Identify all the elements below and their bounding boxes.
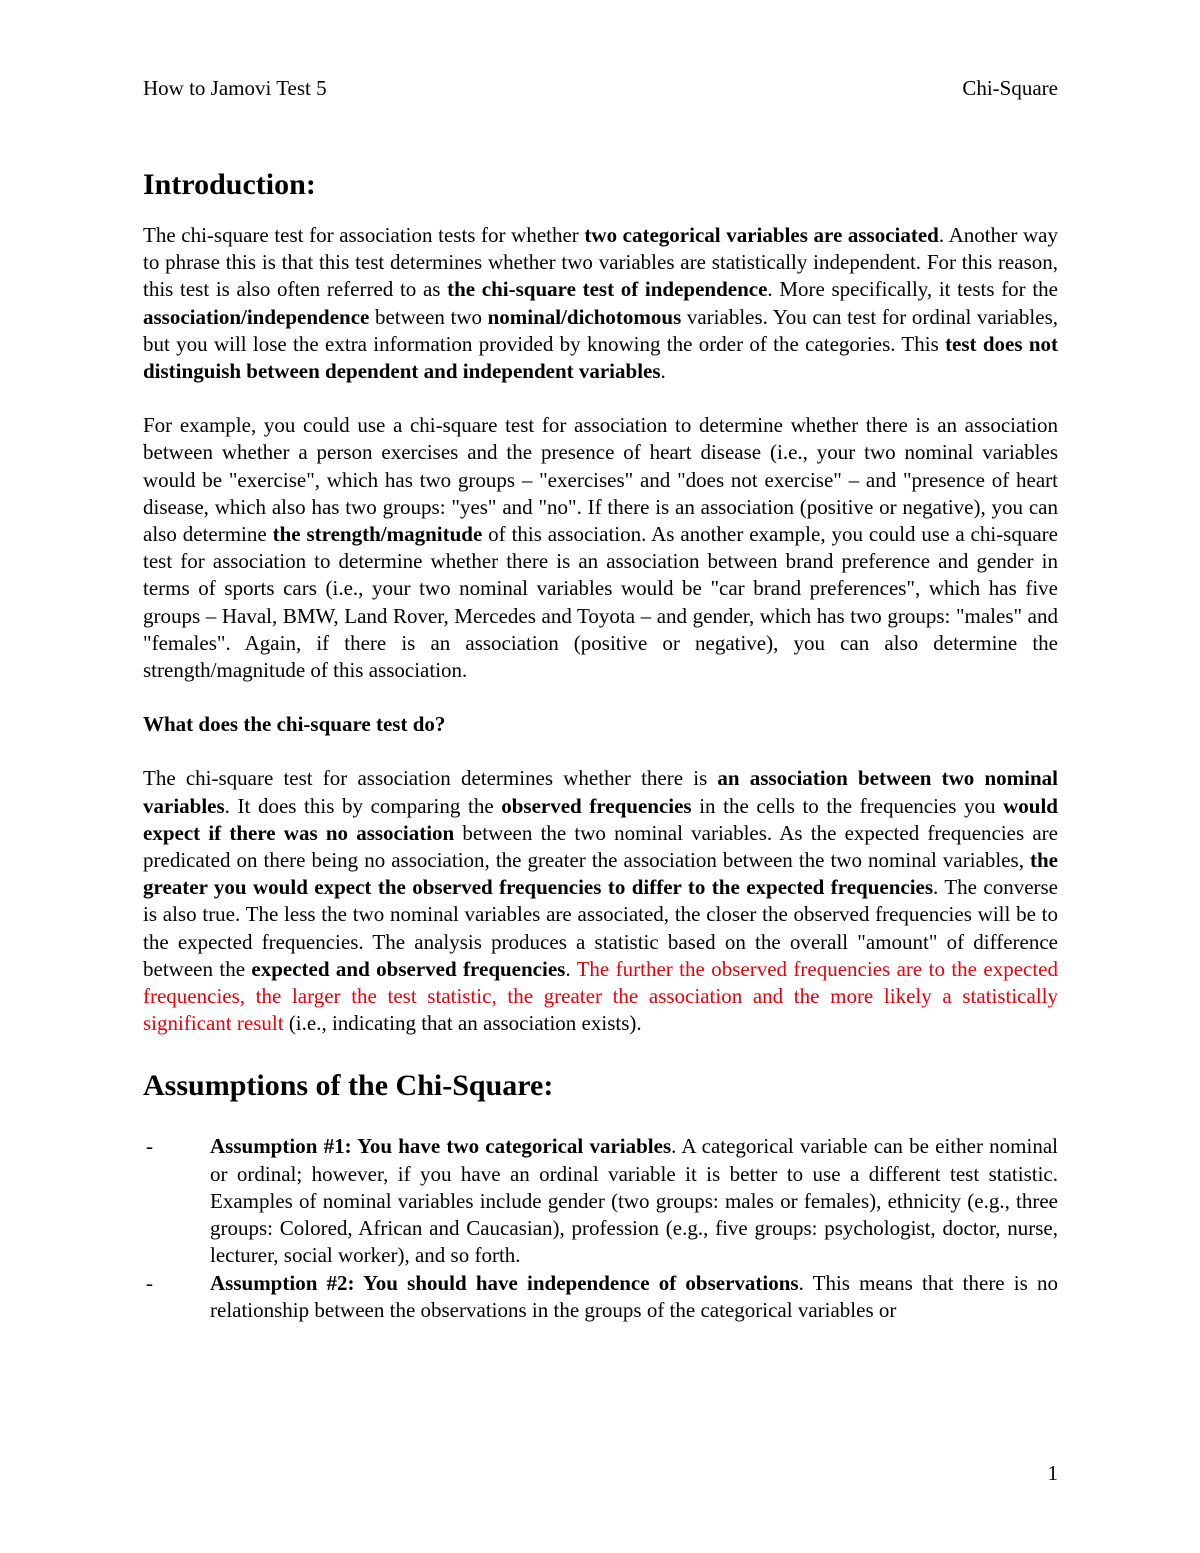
text-run: . The converse is also true. The less the two nominal variables are associated, the closer the observed frequencies will be to the expected frequencies. The analysis produces a statistic based on the overall "amount" of difference between the <box>143 875 1059 981</box>
question-heading: What does the chi-square test do? <box>143 712 446 737</box>
intro-paragraph-2 <box>143 412 1058 684</box>
text-run: (i.e., indicating that an association exists). <box>283 1011 642 1036</box>
text-run: . <box>565 956 577 981</box>
emphasis-run: the greater you would expect the observed frequencies to differ to the expected frequencies <box>143 848 1058 900</box>
assumption-title: Assumption #1: You have two categorical variables <box>210 1134 672 1159</box>
text-run: . Another way to phrase this is that this test determines whether two variables are statistically independent. For this reason, this test is also often referred to as <box>143 223 1058 302</box>
text-run: . More specifically, it tests for the <box>767 277 1059 302</box>
assumption-text: . A categorical variable can be either nominal or ordinal; however, if you have an ordinal variable it is better to use a different test statistic. Examples of nominal variables include gender (two groups: males or females), ethnicity (e.g., three groups: Colored, African and Caucasian), profession (e.g., five groups: psychologist, doctor, nurse, lecturer, social worker), and so forth. <box>210 1134 1058 1268</box>
emphasis-run: two categorical variables are associated <box>584 223 939 247</box>
header-title: How to Jamovi Test 5 <box>143 76 327 100</box>
list-dash: - <box>146 1134 153 1159</box>
emphasis-run: the strength/magnitude <box>272 522 483 547</box>
assumptions-list <box>143 1133 1058 1323</box>
text-run: For example, you could use a chi-square test for association to determine whether there is an association between whether a person exercises and the presence of heart disease (i.e., your two nominal variables would be "exercise", which has two groups – "exercises" and "does not exercise" – and "presence of heart disease, which also has two groups: "yes" and "no". If there is an association (positive or negative), you can also determine <box>143 413 1058 547</box>
emphasis-run: expected and observed frequencies <box>251 956 566 981</box>
assumption-title: Assumption #2: You should have independence of observations <box>210 1270 799 1295</box>
text-run: . <box>660 359 666 384</box>
page-number: 1 <box>1047 1461 1058 1485</box>
header-topic: Chi-Square <box>962 76 1058 100</box>
document-body <box>143 166 1058 1324</box>
text-run: variables. You can test for ordinal variables, but you will lose the extra information provided by knowing the order of the categories. This <box>143 304 1058 356</box>
introduction-heading: Introduction: <box>143 168 316 201</box>
list-item <box>143 1133 1058 1269</box>
emphasis-run: association/independence <box>143 304 370 329</box>
assumption-text: . This means that there is no relationship between the observations in the groups of the categorical variables or <box>210 1270 1058 1322</box>
list-item <box>143 1270 1058 1324</box>
list-dash: - <box>146 1270 153 1295</box>
text-run: in the cells to the frequencies you <box>691 793 1004 818</box>
text-run: . It does this by comparing the <box>224 793 502 818</box>
emphasis-run: would expect if there was no association <box>143 793 1058 845</box>
text-run: of this association. As another example, you could use a chi-square test for association to determine whether there is an association between brand preference and gender in terms of sports cars (i.e., your two nominal variables would be "car brand preferences", which has five groups – Haval, BMW, Land Rover, Mercedes and Toyota – and gender, which has two groups: "males" and "females". Again, if there is an association (positive or negative), you can also determine the strength/magnitude of this association. <box>143 522 1058 683</box>
emphasis-run: observed frequencies <box>501 793 692 818</box>
text-run: The chi-square test for association tests for whether <box>143 223 585 247</box>
text-run: between the two nominal variables. As the expected frequencies are predicated on there being no association, the greater the association between the two nominal variables, <box>143 820 1058 873</box>
emphasis-run: nominal/dichotomous <box>487 304 682 329</box>
emphasis-run: the chi-square test of independence <box>447 277 768 302</box>
highlighted-run: The further the observed frequencies are to the expected frequencies, the larger the test statistic, the greater the association and the more likely a statistically significant result <box>143 956 1059 1036</box>
text-run: between two <box>369 304 488 329</box>
emphasis-run: test does not distinguish between dependent and independent variables <box>143 331 1058 384</box>
text-run: The chi-square test for association determines whether there is <box>143 766 718 791</box>
assumptions-heading: Assumptions of the Chi-Square: <box>143 1069 554 1103</box>
intro-paragraph-3 <box>143 765 1058 1037</box>
intro-paragraph-1 <box>143 222 1058 385</box>
emphasis-run: an association between two nominal variables <box>143 766 1058 818</box>
